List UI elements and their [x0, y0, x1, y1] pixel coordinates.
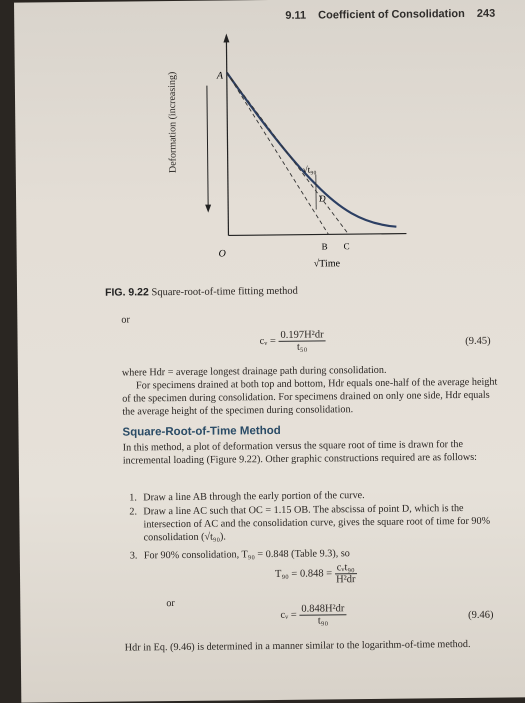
caption-text: Square-root-of-time fitting method	[151, 286, 297, 299]
list-item	[143, 502, 499, 545]
header-section: 9.11	[285, 10, 306, 22]
line-AB	[227, 71, 329, 235]
x-axis-label: √Time	[314, 258, 341, 269]
eq946-lhs: cᵥ =	[280, 610, 296, 621]
figure-caption	[105, 285, 298, 299]
x-axis	[228, 234, 406, 236]
label-C: C	[344, 241, 350, 251]
eq-t90-numerator: cᵥt₉₀	[335, 562, 357, 574]
running-header	[285, 8, 495, 22]
header-title: Coefficient of Consolidation	[318, 8, 465, 22]
list-item	[144, 546, 500, 563]
line-AC	[227, 71, 349, 235]
eq945-fraction	[278, 329, 325, 352]
caption-figure-number: FIG. 9.22	[105, 286, 149, 298]
figure-9-22	[14, 27, 525, 277]
equation-9-46	[280, 603, 346, 627]
label-O: O	[219, 248, 226, 259]
equation-number-9-46: (9.46)	[468, 610, 493, 621]
step-number: 1.	[129, 491, 137, 504]
y-axis-arrow	[223, 33, 229, 42]
book-page	[14, 0, 525, 703]
eq-t90-denominator: H²dr	[335, 574, 357, 585]
label-B: B	[322, 241, 328, 251]
equation-9-45	[259, 329, 325, 353]
paragraph-hdr-definition: where Hdr = average longest drainage path during consolidation.	[122, 363, 500, 380]
eq-t90-lhs: T₉₀ = 0.848 =	[275, 568, 332, 580]
y-axis	[226, 38, 228, 235]
section-title: Square-Root-of-Time Method	[122, 425, 280, 439]
consolidation-curve	[227, 71, 397, 229]
step-text: For 90% consolidation, T₉₀ = 0.848 (Table 9.3), so	[144, 548, 350, 561]
eq946-numerator: 0.848H²dr	[299, 603, 346, 615]
equation-t90	[275, 562, 357, 586]
consolidation-curve-plot	[14, 27, 525, 277]
down-arrow-icon	[207, 86, 208, 209]
eq945-lhs: cᵥ =	[260, 336, 276, 347]
label-A: A	[216, 70, 224, 81]
paragraph-closing: Hdr in Eq. (9.46) is determined in a manner similar to the logarithm-of-time method.	[125, 638, 503, 655]
y-axis-label: Deformation (increasing)	[167, 72, 179, 173]
down-arrowhead-icon	[205, 205, 211, 213]
eq-t90-fraction	[335, 562, 357, 585]
step-text: Draw a line AC such that OC = 1.15 OB. The abscissa of point D, which is the intersection of AC and the consolidation curve, gives the square root of time for 90% consolidation (√t₉₀).	[143, 503, 490, 543]
label-sqrt-t90: √t₉₀	[303, 165, 317, 175]
equation-number-9-45: (9.45)	[465, 336, 490, 347]
header-page-number: 243	[477, 8, 495, 20]
steps-list	[14, 0, 525, 3]
eq945-denominator: t₅₀	[279, 341, 326, 352]
or-text-2: or	[166, 593, 525, 610]
eq946-fraction	[299, 603, 346, 626]
paragraph-method-intro: In this method, a plot of deformation versus the square root of time is drawn for the incremental loading (Figure 9.22). Other graphic constructions required are as follows:	[123, 438, 501, 468]
step-number: 2.	[129, 505, 137, 518]
label-D: D	[318, 193, 326, 203]
eq945-numerator: 0.197H²dr	[278, 329, 325, 341]
paragraph-drainage: For specimens drained at both top and bottom, Hdr equals one-half of the average height of the specimen during consolidation. For specimens drained on only one side, Hdr equals the average height of the specimen during consolidation.	[122, 376, 500, 419]
step-text: Draw a line AB through the early portion of the curve.	[143, 490, 365, 503]
step-number: 3.	[130, 549, 138, 562]
or-text-1: or	[121, 310, 499, 327]
eq946-denominator: t₉₀	[299, 615, 346, 626]
